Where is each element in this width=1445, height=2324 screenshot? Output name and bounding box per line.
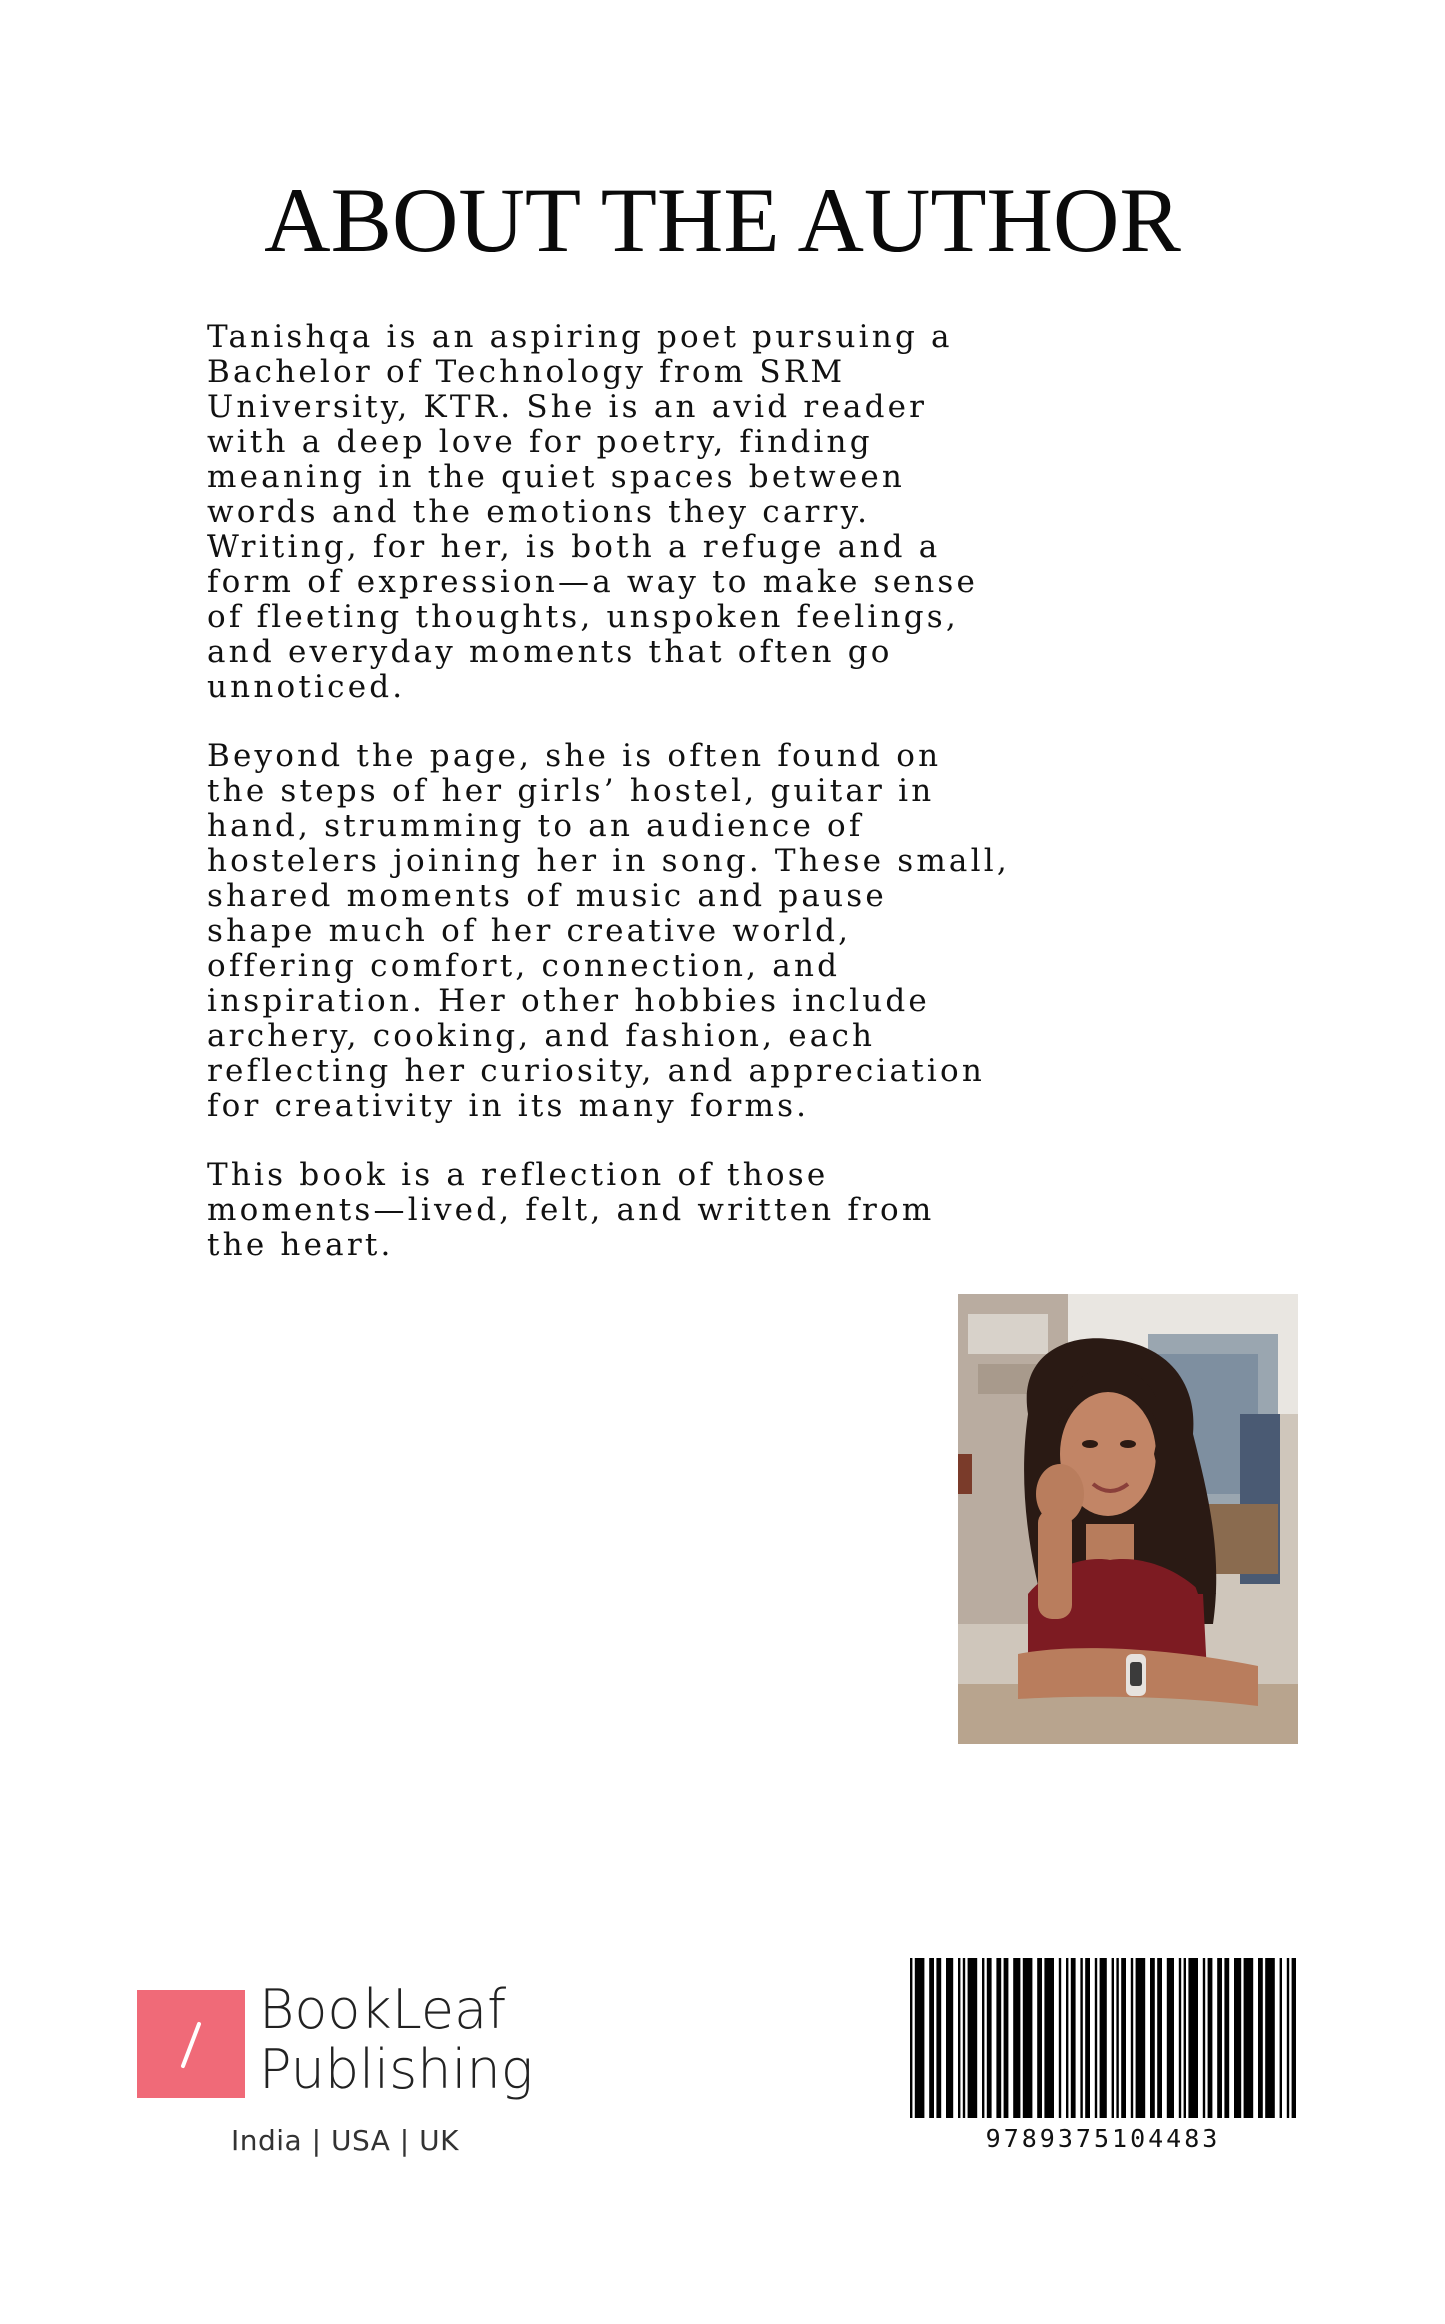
barcode-bar bbox=[1013, 1958, 1020, 2118]
author-bio bbox=[207, 320, 1267, 1297]
barcode-bar bbox=[1234, 1958, 1241, 2118]
barcode-bar bbox=[1150, 1958, 1155, 2118]
barcode-bar bbox=[1287, 1958, 1289, 2118]
barcode-bar bbox=[996, 1958, 1001, 2118]
bio-paragraph: This book is a reflection of those moments—lived, felt, and written from the heart. bbox=[207, 1157, 935, 1263]
barcode-bar bbox=[1004, 1958, 1009, 2118]
barcode-bar bbox=[968, 1958, 978, 2118]
barcode-bar bbox=[958, 1958, 960, 2118]
barcode-bar bbox=[1280, 1958, 1282, 2118]
barcode-bar bbox=[963, 1958, 965, 2118]
bookleaf-logo-icon bbox=[137, 1990, 245, 2098]
bio-paragraph: Tanishqa is an aspiring poet pursuing a Bachelor of Technology from SRM University, KTR. She is an avid reader with a deep love for poetry, finding meaning in the quiet spaces between words and the emotions they carry. Writing, for her, is both a refuge and a form of expression—a way to make sense of fleeting thoughts, unspoken feelings, and everyday moments that often go unnoticed. bbox=[207, 319, 979, 705]
barcode-bar bbox=[1037, 1958, 1042, 2118]
barcode-bar bbox=[1112, 1958, 1114, 2118]
publisher-name-line2: Publishing bbox=[259, 2038, 534, 2101]
barcode-bar bbox=[982, 1958, 984, 2118]
barcode-bar bbox=[1131, 1958, 1133, 2118]
barcode-bar bbox=[1292, 1958, 1296, 2118]
barcode-bar bbox=[1217, 1958, 1222, 2118]
barcode-bar bbox=[1224, 1958, 1229, 2118]
barcode-bar bbox=[1121, 1958, 1126, 2118]
barcode-bar bbox=[1258, 1958, 1263, 2118]
barcode-bar bbox=[1085, 1958, 1090, 2118]
barcode-bar bbox=[1044, 1958, 1054, 2118]
barcode-bar bbox=[1157, 1958, 1162, 2118]
barcode-bar bbox=[910, 1958, 912, 2118]
barcode-bar bbox=[1100, 1958, 1107, 2118]
barcode-bar bbox=[915, 1958, 925, 2118]
barcode-bar bbox=[1244, 1958, 1254, 2118]
barcode-bar bbox=[929, 1958, 934, 2118]
publisher-name-line1: BookLeaf bbox=[259, 1978, 507, 2041]
barcode-bar bbox=[1184, 1958, 1186, 2118]
barcode-icon bbox=[910, 1958, 1296, 2118]
barcode-bar bbox=[1071, 1958, 1076, 2118]
barcode-bar bbox=[1066, 1958, 1068, 2118]
bio-paragraph: Beyond the page, she is often found on the steps of her girls’ hostel, guitar in hand, strumming to an audience of hostelers joining her in song. These small, shared moments of music and pause shape much of her creative world, offering comfort, connection, and inspiration. Her other hobbies include archery, cooking, and fashion, each reflecting her curiosity, and appreciation for creativity in its many forms. bbox=[207, 738, 1010, 1124]
barcode-bar bbox=[1208, 1958, 1213, 2118]
publisher-regions: India | USA | UK bbox=[231, 2124, 459, 2157]
barcode-bar bbox=[936, 1958, 941, 2118]
barcode-bar bbox=[1116, 1958, 1118, 2118]
author-photo bbox=[958, 1294, 1298, 1744]
isbn-number: 9789375104483 bbox=[985, 2124, 1221, 2153]
barcode-bar bbox=[1167, 1958, 1174, 2118]
barcode-bar bbox=[1059, 1958, 1061, 2118]
barcode-bar bbox=[1095, 1958, 1097, 2118]
barcode-bar bbox=[987, 1958, 992, 2118]
barcode-bar bbox=[1188, 1958, 1198, 2118]
publisher-name bbox=[259, 1980, 533, 2100]
page-title: ABOUT THE AUTHOR bbox=[264, 169, 1181, 271]
barcode-bar bbox=[1179, 1958, 1181, 2118]
barcode-bar bbox=[1203, 1958, 1205, 2118]
barcode-bar bbox=[1265, 1958, 1275, 2118]
barcode-bar bbox=[1136, 1958, 1146, 2118]
barcode-bar bbox=[1023, 1958, 1033, 2118]
publisher-logo bbox=[137, 1978, 557, 2157]
barcode-bar bbox=[946, 1958, 953, 2118]
barcode-bar bbox=[1080, 1958, 1082, 2118]
